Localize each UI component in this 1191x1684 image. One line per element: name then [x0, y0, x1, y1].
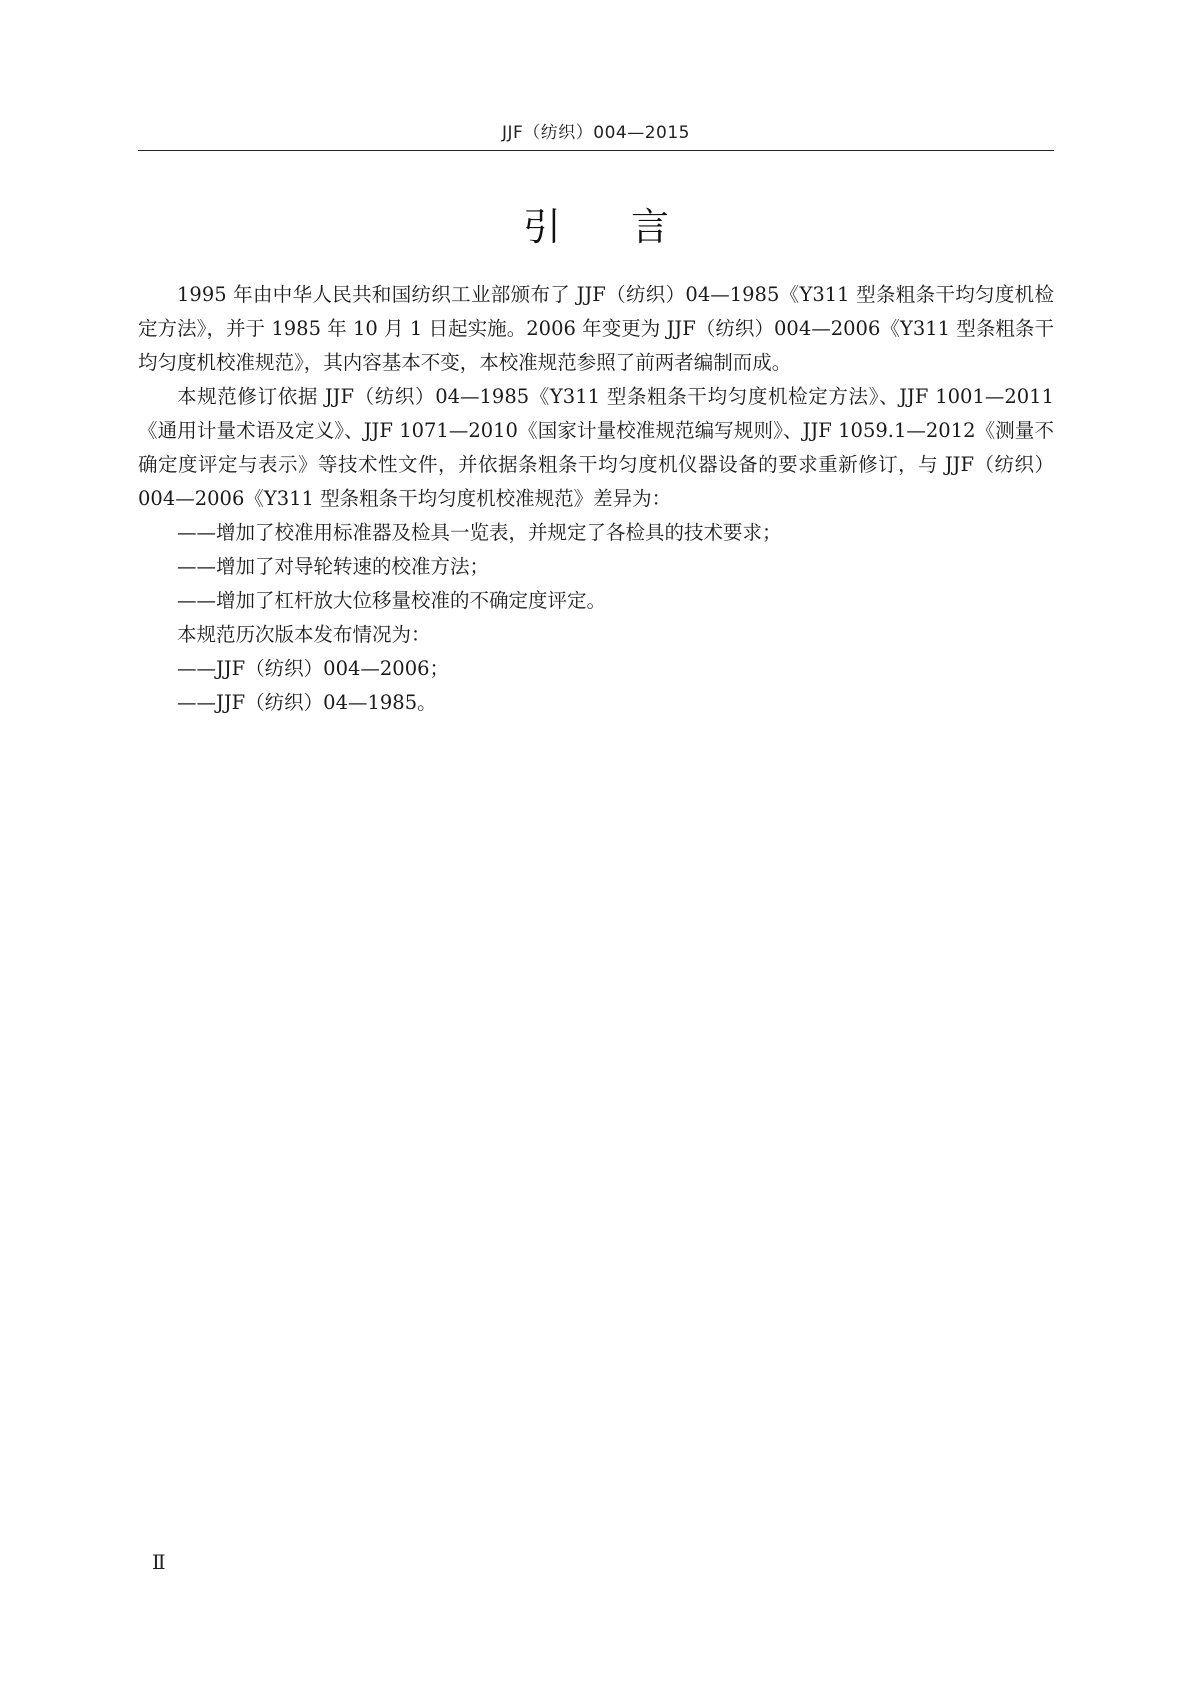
running-header: JJF（纺织）004—2015 — [501, 123, 691, 143]
page-title: 引言 — [522, 205, 739, 249]
list-item: ——增加了杠杆放大位移量校准的不确定度评定。 — [177, 589, 607, 612]
list-item: ——JJF（纺织）04—1985。 — [177, 691, 437, 714]
page-number: Ⅱ — [152, 1550, 166, 1574]
list-item: ——增加了校准用标准器及检具一览表，并规定了各检具的技术要求； — [177, 521, 782, 544]
list-item: ——增加了对导轮转速的校准方法； — [177, 555, 490, 578]
paragraph-revision-basis: 本规范修订依据 JJF（纺织）04—1985《Y311 型条粗条干均匀度机检定方法》、JJF 1001—2011《通用计量术语及定义》、JJF 1071—2010《国家计量校准规范编写规则》、JJF 1059.1—2012《测量不确定度评定与表示》等技术性文件，并依据条粗条干均匀度机仪器设备的要求重新修订，与 JJF（纺织）004—2006《Y311 型条粗条干均匀度机校准规范》差异为： — [138, 385, 1054, 510]
header-rule — [138, 150, 1054, 151]
list-item: ——JJF（纺织）004—2006； — [177, 657, 450, 680]
document-body — [138, 278, 1054, 720]
paragraph-history-background: 1995 年由中华人民共和国纺织工业部颁布了 JJF（纺织）04—1985《Y311 型条粗条干均匀度机检定方法》，并于 1985 年 10 月 1 日起实施。2006 年变更为 JJF（纺织）004—2006《Y311 型条粗条干均匀度机校准规范》，其内容基本不变，本校准规范参照了前两者编制而成。 — [138, 283, 1054, 374]
history-intro: 本规范历次版本发布情况为： — [177, 623, 431, 646]
